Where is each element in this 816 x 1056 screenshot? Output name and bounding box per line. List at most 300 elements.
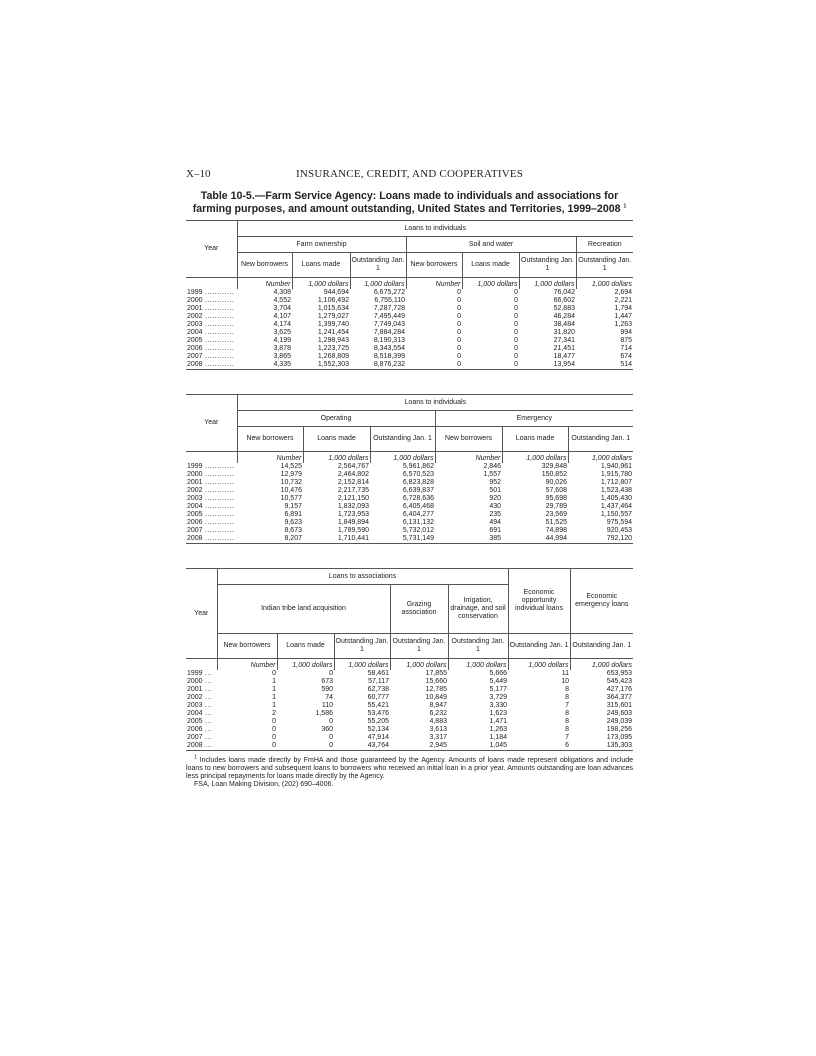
- leader-dots: ............: [202, 511, 235, 518]
- value-cell: 5,731,149: [402, 535, 434, 542]
- table-row: [186, 670, 633, 678]
- value-cell: 18,477: [553, 353, 575, 360]
- value-cell: 0: [514, 289, 518, 296]
- value-cell: 2,564,767: [337, 463, 369, 470]
- value-cell: 0: [514, 313, 518, 320]
- unit-label: Number: [237, 452, 303, 464]
- unit-label: 1,000 dollars: [502, 452, 568, 464]
- value-cell: 4,335: [273, 361, 291, 368]
- value-cell: 1,712,807: [600, 479, 633, 486]
- value-cell: 1,623: [489, 710, 508, 717]
- value-cell: 12,785: [425, 686, 447, 693]
- column-header: Outstanding Jan. 1: [570, 634, 633, 659]
- year-cell: [186, 313, 237, 321]
- leader-dots: ...: [202, 726, 213, 733]
- year-label: 2004: [187, 329, 203, 336]
- value-cell: 6,131,132: [402, 519, 434, 526]
- value-cell: 2,945: [429, 742, 447, 749]
- value-cell: 0: [272, 670, 276, 677]
- unit-label: 1,000 dollars: [519, 278, 576, 290]
- value-cell: 0: [457, 353, 461, 360]
- value-cell: 1,832,093: [337, 503, 369, 510]
- value-cell: 1,150,557: [600, 511, 633, 518]
- leader-dots: ...: [202, 742, 213, 749]
- subgroup-header: Recreation: [576, 237, 633, 253]
- value-cell: 8: [565, 726, 570, 733]
- table-row: [186, 678, 633, 686]
- year-cell: [186, 734, 217, 742]
- value-cell: 994: [620, 329, 633, 336]
- year-cell: [186, 353, 237, 361]
- year-cell: [186, 463, 237, 471]
- value-cell: 173,095: [606, 734, 633, 741]
- year-cell: [186, 487, 237, 495]
- year-label: 2007: [187, 353, 203, 360]
- year-label: 2000: [187, 678, 203, 685]
- table-row: [186, 527, 633, 535]
- value-cell: 52,134: [367, 726, 389, 733]
- table-row: [186, 710, 633, 718]
- year-cell: [186, 678, 217, 686]
- value-cell: 1,794: [614, 305, 633, 312]
- value-cell: 51,525: [545, 519, 567, 526]
- group-header: Loans to individuals: [237, 395, 633, 411]
- value-cell: 3,613: [429, 726, 447, 733]
- value-cell: 1,447: [614, 313, 633, 320]
- year-label: 2002: [187, 487, 203, 494]
- leader-dots: ............: [202, 353, 235, 360]
- value-cell: 1,523,438: [600, 487, 633, 494]
- value-cell: 1: [272, 694, 276, 701]
- value-cell: 17,855: [425, 670, 447, 677]
- value-cell: 52,883: [553, 305, 575, 312]
- year-cell: [186, 297, 237, 305]
- value-cell: 1,298,943: [317, 337, 349, 344]
- value-cell: 0: [457, 361, 461, 368]
- table-individual-loans-ownership: [186, 220, 633, 370]
- year-cell: [186, 503, 237, 511]
- year-label: 2001: [187, 479, 203, 486]
- leader-dots: ............: [202, 487, 235, 494]
- value-cell: 8,190,313: [373, 337, 405, 344]
- column-header: Outstanding Jan. 1: [334, 634, 390, 659]
- value-cell: 74,898: [545, 527, 567, 534]
- table-row: [186, 361, 633, 370]
- value-cell: 8,207: [284, 535, 302, 542]
- value-cell: 1,849,894: [337, 519, 369, 526]
- value-cell: 1,471: [489, 718, 508, 725]
- unit-label: Number: [237, 278, 292, 290]
- year-label: 1999: [187, 463, 203, 470]
- value-cell: 5,449: [489, 678, 508, 685]
- column-header: Outstanding Jan. 1: [576, 253, 633, 278]
- value-cell: 975,594: [606, 519, 633, 526]
- title-footnote-mark: 1: [623, 203, 627, 210]
- value-cell: 135,303: [606, 742, 633, 749]
- subgroup-header: Economic opportunity individual loans: [508, 569, 570, 634]
- year-label: 2001: [187, 305, 203, 312]
- value-cell: 427,176: [606, 686, 633, 693]
- value-cell: 0: [457, 337, 461, 344]
- column-header: Outstanding Jan. 1: [508, 634, 570, 659]
- value-cell: 1,557: [483, 471, 501, 478]
- leader-dots: ...: [202, 670, 213, 677]
- value-cell: 1,184: [489, 734, 508, 741]
- column-header: Loans made: [292, 253, 350, 278]
- value-cell: 792,120: [606, 535, 633, 542]
- year-label: 1999: [187, 289, 203, 296]
- leader-dots: ...: [202, 678, 213, 685]
- value-cell: 3,704: [273, 305, 291, 312]
- table-association-loans: [186, 568, 633, 751]
- value-cell: 3,330: [489, 702, 508, 709]
- subgroup-header: Farm ownership: [237, 237, 406, 253]
- value-cell: 249,039: [606, 718, 633, 725]
- value-cell: 5,732,012: [402, 527, 434, 534]
- value-cell: 21,451: [553, 345, 575, 352]
- column-header: New borrowers: [406, 253, 462, 278]
- value-cell: 0: [457, 297, 461, 304]
- year-cell: [186, 519, 237, 527]
- year-cell: [186, 511, 237, 519]
- value-cell: 198,256: [606, 726, 633, 733]
- value-cell: 8,947: [429, 702, 447, 709]
- value-cell: 15,660: [425, 678, 447, 685]
- leader-dots: ............: [202, 329, 235, 336]
- year-header: Year: [186, 395, 237, 452]
- value-cell: 3,625: [273, 329, 291, 336]
- value-cell: 110: [321, 702, 333, 709]
- page-number: X–10: [186, 168, 211, 180]
- value-cell: 7,884,284: [373, 329, 405, 336]
- leader-dots: ............: [202, 463, 235, 470]
- value-cell: 4,199: [273, 337, 291, 344]
- leader-dots: ............: [202, 361, 235, 368]
- value-cell: 0: [514, 297, 518, 304]
- value-cell: 5,666: [489, 670, 508, 677]
- unit-label: 1,000 dollars: [370, 452, 435, 464]
- value-cell: 674: [620, 353, 633, 360]
- value-cell: 360: [321, 726, 333, 733]
- leader-dots: ............: [202, 471, 235, 478]
- column-header: Outstanding Jan. 1: [350, 253, 406, 278]
- leader-dots: ............: [202, 305, 235, 312]
- leader-dots: ............: [202, 479, 235, 486]
- table-row: [186, 289, 633, 297]
- table-row: [186, 503, 633, 511]
- chapter-title: INSURANCE, CREDIT, AND COOPERATIVES: [296, 168, 524, 180]
- leader-dots: ...: [202, 686, 213, 693]
- value-cell: 0: [514, 353, 518, 360]
- value-cell: 1,405,430: [600, 495, 633, 502]
- value-cell: 60,777: [367, 694, 389, 701]
- table-row: [186, 519, 633, 527]
- value-cell: 3,317: [429, 734, 447, 741]
- value-cell: 8,343,554: [373, 345, 405, 352]
- value-cell: 27,341: [553, 337, 575, 344]
- year-cell: [186, 305, 237, 313]
- year-label: 2003: [187, 321, 203, 328]
- column-header: Loans made: [277, 634, 334, 659]
- value-cell: 0: [329, 718, 333, 725]
- unit-label: 1,000 dollars: [303, 452, 370, 464]
- table-row: [186, 353, 633, 361]
- value-cell: 4,308: [273, 289, 291, 296]
- year-label: 2005: [187, 511, 203, 518]
- unit-label: 1,000 dollars: [570, 659, 633, 671]
- value-cell: 0: [514, 361, 518, 368]
- year-label: 2005: [187, 718, 203, 725]
- leader-dots: ...: [202, 710, 213, 717]
- group-header: Loans to individuals: [237, 221, 633, 237]
- value-cell: 0: [272, 734, 276, 741]
- table-row: [186, 535, 633, 544]
- value-cell: 10,849: [425, 694, 447, 701]
- value-cell: 501: [489, 487, 501, 494]
- value-cell: 2,152,814: [337, 479, 369, 486]
- footnote-1: [186, 754, 633, 781]
- value-cell: 385: [489, 535, 501, 542]
- value-cell: 66,602: [553, 297, 575, 304]
- value-cell: 95,698: [545, 495, 567, 502]
- value-cell: 1,279,027: [317, 313, 349, 320]
- unit-label: 1,000 dollars: [568, 452, 633, 464]
- value-cell: 545,423: [606, 678, 633, 685]
- value-cell: 44,994: [545, 535, 567, 542]
- value-cell: 3,865: [273, 353, 291, 360]
- value-cell: 6,675,272: [373, 289, 405, 296]
- value-cell: 150,852: [541, 471, 567, 478]
- year-cell: [186, 527, 237, 535]
- leader-dots: ............: [202, 519, 235, 526]
- value-cell: 329,848: [541, 463, 567, 470]
- column-header: Loans made: [462, 253, 519, 278]
- leader-dots: ............: [202, 297, 235, 304]
- footnote-text: Includes loans made directly by FmHA and those guaranteed by the Agency. Amounts of loans made represent obligations and include loans to new borrowers and subsequent loans to borrowers who received an initial loan in a prior year. Amounts outstanding are loan advances less principal repayments for loans made directly by the Agency.: [186, 757, 633, 780]
- year-header: Year: [186, 221, 237, 278]
- value-cell: 2,694: [614, 289, 633, 296]
- value-cell: 8: [565, 718, 570, 725]
- value-cell: 0: [514, 345, 518, 352]
- year-cell: [186, 471, 237, 479]
- value-cell: 1,915,780: [600, 471, 633, 478]
- year-label: 1999: [187, 670, 203, 677]
- column-header: Outstanding Jan. 1: [519, 253, 576, 278]
- value-cell: 0: [514, 321, 518, 328]
- value-cell: 0: [514, 305, 518, 312]
- column-header: Outstanding Jan. 1: [370, 427, 435, 452]
- value-cell: 2,846: [483, 463, 501, 470]
- unit-label: 1,000 dollars: [277, 659, 334, 671]
- value-cell: 8: [565, 710, 570, 717]
- value-cell: 714: [620, 345, 633, 352]
- table-title-line-2: [186, 203, 633, 216]
- value-cell: 4,883: [429, 718, 447, 725]
- value-cell: 6,639,837: [402, 487, 434, 494]
- subgroup-header: Emergency: [435, 411, 633, 427]
- year-label: 2007: [187, 734, 203, 741]
- value-cell: 90,026: [545, 479, 567, 486]
- value-cell: 8: [565, 686, 570, 693]
- value-cell: 249,603: [606, 710, 633, 717]
- table-row: [186, 726, 633, 734]
- value-cell: 0: [514, 329, 518, 336]
- year-label: 2001: [187, 686, 203, 693]
- value-cell: 1,268,809: [317, 353, 349, 360]
- table-row: [186, 305, 633, 313]
- value-cell: 952: [489, 479, 501, 486]
- value-cell: 4,107: [273, 313, 291, 320]
- leader-dots: ............: [202, 535, 235, 542]
- value-cell: 430: [489, 503, 501, 510]
- year-label: 2006: [187, 345, 203, 352]
- table-individual-loans-operating: [186, 394, 633, 544]
- value-cell: 3,729: [489, 694, 508, 701]
- column-header: Outstanding Jan. 1: [448, 634, 508, 659]
- table-row: [186, 511, 633, 519]
- value-cell: 235: [489, 511, 501, 518]
- year-label: 2004: [187, 710, 203, 717]
- year-header: Year: [186, 569, 217, 659]
- year-label: 2008: [187, 742, 203, 749]
- value-cell: 1,263: [489, 726, 508, 733]
- value-cell: 0: [272, 742, 276, 749]
- year-cell: [186, 345, 237, 353]
- value-cell: 12,979: [280, 471, 302, 478]
- value-cell: 62,738: [367, 686, 389, 693]
- value-cell: 1,940,961: [600, 463, 633, 470]
- unit-label: 1,000 dollars: [334, 659, 390, 671]
- value-cell: 6: [565, 742, 570, 749]
- units-row: [186, 659, 633, 671]
- leader-dots: ...: [202, 702, 213, 709]
- table-row: [186, 329, 633, 337]
- value-cell: 7: [565, 702, 570, 709]
- year-cell: [186, 670, 217, 678]
- value-cell: 47,914: [367, 734, 389, 741]
- table-title: [186, 190, 633, 216]
- unit-label: 1,000 dollars: [508, 659, 570, 671]
- year-cell: [186, 742, 217, 751]
- table-row: [186, 471, 633, 479]
- value-cell: 10,577: [280, 495, 302, 502]
- value-cell: 6,404,277: [402, 511, 434, 518]
- value-cell: 1,223,725: [317, 345, 349, 352]
- year-label: 2006: [187, 726, 203, 733]
- value-cell: 23,569: [545, 511, 567, 518]
- year-label: 2008: [187, 535, 203, 542]
- value-cell: 31,820: [553, 329, 575, 336]
- year-cell: [186, 495, 237, 503]
- value-cell: 315,601: [606, 702, 633, 709]
- table-row: [186, 742, 633, 751]
- value-cell: 3,878: [273, 345, 291, 352]
- value-cell: 494: [489, 519, 501, 526]
- unit-label: Number: [217, 659, 277, 671]
- year-cell: [186, 710, 217, 718]
- value-cell: 43,764: [367, 742, 389, 749]
- value-cell: 1,437,464: [600, 503, 633, 510]
- source-note: FSA, Loan Making Division, (202) 690–4006.: [194, 781, 334, 788]
- year-cell: [186, 321, 237, 329]
- value-cell: 7: [565, 734, 570, 741]
- value-cell: 10,732: [280, 479, 302, 486]
- column-header: Outstanding Jan. 1: [390, 634, 448, 659]
- value-cell: 13,954: [553, 361, 575, 368]
- value-cell: 58,461: [367, 670, 389, 677]
- table-body: [186, 289, 633, 370]
- table-row: [186, 479, 633, 487]
- value-cell: 8,518,399: [373, 353, 405, 360]
- table-row: [186, 321, 633, 329]
- value-cell: 14,525: [280, 463, 302, 470]
- unit-label: Number: [435, 452, 502, 464]
- value-cell: 1,045: [489, 742, 508, 749]
- year-label: 2004: [187, 503, 203, 510]
- year-cell: [186, 361, 237, 370]
- value-cell: 55,421: [367, 702, 389, 709]
- value-cell: 653,953: [606, 670, 633, 677]
- value-cell: 2,217,735: [337, 487, 369, 494]
- footnote-mark: 1: [194, 754, 197, 761]
- value-cell: 1,106,492: [317, 297, 349, 304]
- value-cell: 1,723,953: [337, 511, 369, 518]
- unit-label: 1,000 dollars: [576, 278, 633, 290]
- table-row: [186, 337, 633, 345]
- value-cell: 1: [272, 686, 276, 693]
- value-cell: 0: [457, 345, 461, 352]
- year-cell: [186, 479, 237, 487]
- year-cell: [186, 535, 237, 544]
- value-cell: 6,728,636: [402, 495, 434, 502]
- year-cell: [186, 726, 217, 734]
- value-cell: 1,789,590: [337, 527, 369, 534]
- table-title-line-1: Table 10-5.—Farm Service Agency: Loans made to individuals and associations for: [200, 190, 619, 202]
- year-cell: [186, 694, 217, 702]
- unit-label: 1,000 dollars: [350, 278, 406, 290]
- subgroup-header: Operating: [237, 411, 435, 427]
- value-cell: 1,241,454: [317, 329, 349, 336]
- year-label: 2002: [187, 313, 203, 320]
- leader-dots: ............: [202, 495, 235, 502]
- value-cell: 38,484: [553, 321, 575, 328]
- value-cell: 57,117: [368, 678, 389, 685]
- table-row: [186, 718, 633, 726]
- column-header: New borrowers: [237, 427, 303, 452]
- year-cell: [186, 686, 217, 694]
- value-cell: 1,586: [315, 710, 333, 717]
- value-cell: 53,476: [367, 710, 389, 717]
- value-cell: 691: [489, 527, 501, 534]
- table-row: [186, 313, 633, 321]
- table-row: [186, 694, 633, 702]
- value-cell: 6,891: [284, 511, 302, 518]
- value-cell: 0: [272, 718, 276, 725]
- column-header: Loans made: [502, 427, 568, 452]
- value-cell: 2,464,802: [337, 471, 369, 478]
- column-header: Outstanding Jan. 1: [568, 427, 633, 452]
- value-cell: 8,673: [284, 527, 302, 534]
- value-cell: 6,232: [429, 710, 447, 717]
- value-cell: 7,749,043: [373, 321, 405, 328]
- value-cell: 944,694: [323, 289, 349, 296]
- value-cell: 1: [272, 678, 276, 685]
- unit-label: 1,000 dollars: [390, 659, 448, 671]
- value-cell: 0: [329, 734, 333, 741]
- year-label: 2003: [187, 702, 203, 709]
- running-head: [186, 168, 633, 182]
- value-cell: 5,961,862: [402, 463, 434, 470]
